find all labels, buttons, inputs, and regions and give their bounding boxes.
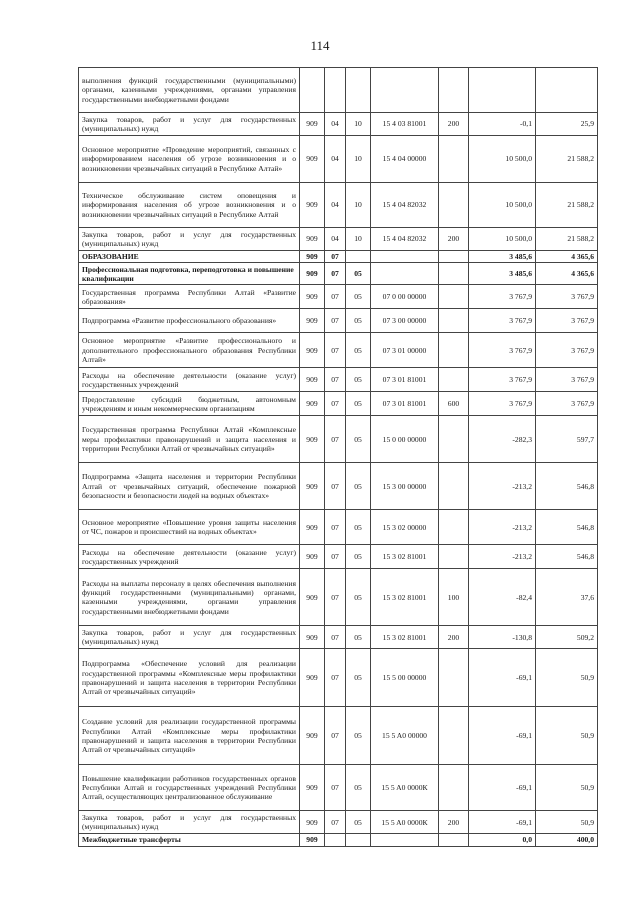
cell-ministry: 909 (300, 251, 325, 263)
table-row (79, 285, 598, 309)
cell-sum1: -82,4 (469, 569, 536, 626)
cell-sum1: -0,1 (469, 113, 536, 136)
cell-name: Межбюджетные трансферты (79, 834, 300, 846)
table-row (79, 811, 598, 834)
cell-ministry: 909 (300, 765, 325, 811)
cell-ministry: 909 (300, 707, 325, 765)
cell-ministry: 909 (300, 113, 325, 136)
table-row (79, 136, 598, 183)
cell-sum2: 25,9 (536, 113, 598, 136)
cell-sum2: 21 588,2 (536, 136, 598, 183)
budget-table-body (79, 68, 598, 847)
cell-sum1: 10 500,0 (469, 136, 536, 183)
cell-ministry: 909 (300, 834, 325, 846)
cell-expense: 200 (439, 811, 469, 834)
table-row (79, 309, 598, 333)
cell-section (325, 68, 346, 113)
cell-expense: 100 (439, 569, 469, 626)
cell-ministry (300, 68, 325, 113)
cell-subsection: 05 (346, 569, 371, 626)
cell-expense (439, 368, 469, 392)
cell-section: 04 (325, 228, 346, 251)
cell-name: Закупка товаров, работ и услуг для государственных (муниципальных) нужд (79, 626, 300, 649)
cell-expense: 200 (439, 113, 469, 136)
table-row (79, 416, 598, 463)
cell-ministry: 909 (300, 626, 325, 649)
cell-section: 07 (325, 707, 346, 765)
table-row (79, 392, 598, 416)
cell-target: 15 4 03 81001 (371, 113, 439, 136)
cell-target: 07 3 00 00000 (371, 309, 439, 333)
cell-section: 07 (325, 333, 346, 368)
cell-section: 07 (325, 545, 346, 569)
cell-name: Основное мероприятие «Проведение мероприятий, связанных с информированием населения об угрозе возникновения и о возникновении чрезвычайных ситуаций в Республике Алтай» (79, 136, 300, 183)
cell-section: 07 (325, 569, 346, 626)
cell-sum2 (536, 68, 598, 113)
cell-subsection: 05 (346, 263, 371, 285)
cell-subsection: 05 (346, 333, 371, 368)
cell-name: Закупка товаров, работ и услуг для государственных (муниципальных) нужд (79, 113, 300, 136)
cell-name: Расходы на обеспечение деятельности (оказание услуг) государственных учреждений (79, 545, 300, 569)
cell-subsection: 05 (346, 416, 371, 463)
cell-expense (439, 68, 469, 113)
cell-target: 15 3 02 81001 (371, 626, 439, 649)
cell-expense (439, 416, 469, 463)
cell-target: 15 4 04 82032 (371, 183, 439, 228)
cell-sum1: 3 485,6 (469, 251, 536, 263)
cell-sum1: -213,2 (469, 510, 536, 545)
cell-sum1: -130,8 (469, 626, 536, 649)
cell-section: 07 (325, 392, 346, 416)
cell-ministry: 909 (300, 368, 325, 392)
cell-section: 07 (325, 510, 346, 545)
cell-ministry: 909 (300, 569, 325, 626)
table-row (79, 368, 598, 392)
cell-sum1: -282,3 (469, 416, 536, 463)
cell-sum1: 3 767,9 (469, 285, 536, 309)
table-row (79, 463, 598, 510)
cell-ministry: 909 (300, 416, 325, 463)
cell-ministry: 909 (300, 263, 325, 285)
cell-expense: 200 (439, 228, 469, 251)
cell-target: 07 3 01 81001 (371, 368, 439, 392)
table-row (79, 649, 598, 707)
cell-name: Подпрограмма «Обеспечение условий для реализации государственной программы «Комплексные меры профилактики правонарушений и защита населения в территории Республики Алтай от чрезвычайных ситуаций» (79, 649, 300, 707)
cell-ministry: 909 (300, 228, 325, 251)
cell-section: 07 (325, 626, 346, 649)
cell-name: Техническое обслуживание систем оповещения и информирования населения об угрозе возникновения и о возникновении чрезвычайных ситуаций в Республике Алтай (79, 183, 300, 228)
cell-sum1: -69,1 (469, 765, 536, 811)
cell-sum1: -69,1 (469, 649, 536, 707)
cell-sum2: 597,7 (536, 416, 598, 463)
cell-expense (439, 545, 469, 569)
cell-sum1: 3 485,6 (469, 263, 536, 285)
cell-sum2: 3 767,9 (536, 309, 598, 333)
cell-subsection: 05 (346, 811, 371, 834)
cell-sum2: 3 767,9 (536, 392, 598, 416)
cell-target: 15 5 A0 00000 (371, 707, 439, 765)
cell-name: Подпрограмма «Защита населения и территории Республики Алтай от чрезвычайных ситуаций, обеспечение пожарной безопасности и безопасности людей на водных объектах» (79, 463, 300, 510)
cell-subsection: 10 (346, 183, 371, 228)
cell-name: Профессиональная подготовка, переподготовка и повышение квалификации (79, 263, 300, 285)
cell-expense (439, 136, 469, 183)
cell-subsection: 05 (346, 392, 371, 416)
cell-target (371, 263, 439, 285)
cell-target (371, 251, 439, 263)
table-row (79, 183, 598, 228)
cell-sum1: -213,2 (469, 545, 536, 569)
cell-ministry: 909 (300, 545, 325, 569)
cell-target: 15 4 04 82032 (371, 228, 439, 251)
cell-sum2: 21 588,2 (536, 228, 598, 251)
cell-sum2: 21 588,2 (536, 183, 598, 228)
cell-sum2: 50,9 (536, 707, 598, 765)
cell-name: Повышение квалификации работников государственных органов Республики Алтай и государственных учреждений Республики Алтай, осуществляющих централизованное обслуживание (79, 765, 300, 811)
cell-sum1: 3 767,9 (469, 309, 536, 333)
cell-sum2: 509,2 (536, 626, 598, 649)
cell-section: 04 (325, 183, 346, 228)
cell-section: 04 (325, 136, 346, 183)
cell-section: 07 (325, 811, 346, 834)
cell-name: Государственная программа Республики Алтай «Развитие образования» (79, 285, 300, 309)
cell-ministry: 909 (300, 649, 325, 707)
table-row (79, 569, 598, 626)
cell-subsection: 05 (346, 649, 371, 707)
table-row (79, 333, 598, 368)
cell-sum1: 10 500,0 (469, 228, 536, 251)
cell-sum1: -213,2 (469, 463, 536, 510)
table-row (79, 834, 598, 846)
cell-target: 15 3 00 00000 (371, 463, 439, 510)
cell-subsection: 05 (346, 765, 371, 811)
cell-sum2: 4 365,6 (536, 263, 598, 285)
table-row (79, 113, 598, 136)
cell-target: 15 3 02 81001 (371, 569, 439, 626)
cell-section: 07 (325, 251, 346, 263)
cell-sum2: 400,0 (536, 834, 598, 846)
cell-sum2: 3 767,9 (536, 333, 598, 368)
cell-sum2: 3 767,9 (536, 285, 598, 309)
cell-target: 15 3 02 81001 (371, 545, 439, 569)
cell-sum1 (469, 68, 536, 113)
cell-expense (439, 834, 469, 846)
table-row (79, 263, 598, 285)
cell-ministry: 909 (300, 392, 325, 416)
cell-target: 07 0 00 00000 (371, 285, 439, 309)
cell-sum2: 4 365,6 (536, 251, 598, 263)
table-row (79, 545, 598, 569)
cell-name: Основное мероприятие «Повышение уровня защиты населения от ЧС, пожаров и происшествий на водных объектах» (79, 510, 300, 545)
cell-ministry: 909 (300, 510, 325, 545)
cell-target (371, 834, 439, 846)
cell-expense (439, 263, 469, 285)
cell-expense (439, 510, 469, 545)
cell-subsection: 05 (346, 463, 371, 510)
cell-subsection: 10 (346, 228, 371, 251)
cell-section: 07 (325, 309, 346, 333)
cell-section: 07 (325, 463, 346, 510)
cell-name: выполнения функций государственными (муниципальными) органами, казенными учреждениями, органами управления государственными внебюджетными фондами (79, 68, 300, 113)
cell-name: Предоставление субсидий бюджетным, автономным учреждениям и иным некоммерческим организациям (79, 392, 300, 416)
cell-name: Закупка товаров, работ и услуг для государственных (муниципальных) нужд (79, 811, 300, 834)
cell-expense (439, 333, 469, 368)
cell-section: 07 (325, 368, 346, 392)
cell-name: Создание условий для реализации государственной программы Республики Алтай «Комплексные меры профилактики правонарушений и защита населения в территории Республики Алтай от чрезвычайных ситуаций» (79, 707, 300, 765)
cell-target: 15 0 00 00000 (371, 416, 439, 463)
cell-target: 15 5 A0 0000К (371, 811, 439, 834)
budget-table (78, 67, 598, 847)
cell-expense: 200 (439, 626, 469, 649)
cell-subsection: 10 (346, 136, 371, 183)
cell-name: Подпрограмма «Развитие профессионального образования» (79, 309, 300, 333)
table-row (79, 228, 598, 251)
cell-subsection: 05 (346, 368, 371, 392)
cell-ministry: 909 (300, 333, 325, 368)
cell-section: 07 (325, 263, 346, 285)
cell-target: 15 5 00 00000 (371, 649, 439, 707)
cell-sum2: 546,8 (536, 510, 598, 545)
cell-sum2: 50,9 (536, 811, 598, 834)
cell-subsection: 05 (346, 285, 371, 309)
cell-ministry: 909 (300, 136, 325, 183)
table-row (79, 707, 598, 765)
cell-subsection: 05 (346, 707, 371, 765)
cell-sum1: 10 500,0 (469, 183, 536, 228)
cell-name: Расходы на выплаты персоналу в целях обеспечения выполнения функций государственными (муниципальными) органами, казенными учреждениями, органами управления государственными внебюджетными фондами (79, 569, 300, 626)
cell-target: 15 4 04 00000 (371, 136, 439, 183)
cell-section: 04 (325, 113, 346, 136)
cell-subsection: 05 (346, 626, 371, 649)
cell-subsection (346, 834, 371, 846)
cell-section: 07 (325, 649, 346, 707)
cell-sum2: 3 767,9 (536, 368, 598, 392)
cell-ministry: 909 (300, 463, 325, 510)
cell-sum2: 50,9 (536, 649, 598, 707)
table-row (79, 251, 598, 263)
cell-ministry: 909 (300, 285, 325, 309)
cell-target: 07 3 01 81001 (371, 392, 439, 416)
cell-sum2: 546,8 (536, 545, 598, 569)
cell-subsection (346, 251, 371, 263)
cell-sum2: 546,8 (536, 463, 598, 510)
table-row (79, 626, 598, 649)
table-row (79, 68, 598, 113)
cell-sum1: -69,1 (469, 811, 536, 834)
cell-expense (439, 707, 469, 765)
cell-target (371, 68, 439, 113)
cell-name: Основное мероприятие «Развитие профессионального и дополнительного профессионального образования Республики Алтай» (79, 333, 300, 368)
cell-target: 15 5 A0 0000К (371, 765, 439, 811)
cell-expense (439, 649, 469, 707)
cell-sum1: 0,0 (469, 834, 536, 846)
cell-ministry: 909 (300, 309, 325, 333)
cell-name: Государственная программа Республики Алтай «Комплексные меры профилактики правонарушений и защита населения и территории Республики Алтай от чрезвычайных ситуаций» (79, 416, 300, 463)
cell-subsection: 05 (346, 309, 371, 333)
cell-sum2: 50,9 (536, 765, 598, 811)
cell-section: 07 (325, 765, 346, 811)
cell-expense (439, 309, 469, 333)
cell-name: Закупка товаров, работ и услуг для государственных (муниципальных) нужд (79, 228, 300, 251)
cell-section (325, 834, 346, 846)
cell-sum1: 3 767,9 (469, 368, 536, 392)
table-row (79, 510, 598, 545)
cell-target: 15 3 02 00000 (371, 510, 439, 545)
cell-subsection: 05 (346, 545, 371, 569)
cell-expense (439, 183, 469, 228)
cell-expense (439, 251, 469, 263)
cell-subsection: 05 (346, 510, 371, 545)
cell-name: Расходы на обеспечение деятельности (оказание услуг) государственных учреждений (79, 368, 300, 392)
cell-subsection (346, 68, 371, 113)
cell-expense (439, 765, 469, 811)
cell-name: ОБРАЗОВАНИЕ (79, 251, 300, 263)
cell-ministry: 909 (300, 811, 325, 834)
cell-sum2: 37,6 (536, 569, 598, 626)
page-number: 114 (310, 38, 330, 53)
cell-expense (439, 463, 469, 510)
cell-ministry: 909 (300, 183, 325, 228)
cell-expense (439, 285, 469, 309)
cell-expense: 600 (439, 392, 469, 416)
cell-target: 07 3 01 00000 (371, 333, 439, 368)
cell-subsection: 10 (346, 113, 371, 136)
cell-sum1: -69,1 (469, 707, 536, 765)
cell-section: 07 (325, 416, 346, 463)
cell-section: 07 (325, 285, 346, 309)
cell-sum1: 3 767,9 (469, 333, 536, 368)
table-row (79, 765, 598, 811)
cell-sum1: 3 767,9 (469, 392, 536, 416)
